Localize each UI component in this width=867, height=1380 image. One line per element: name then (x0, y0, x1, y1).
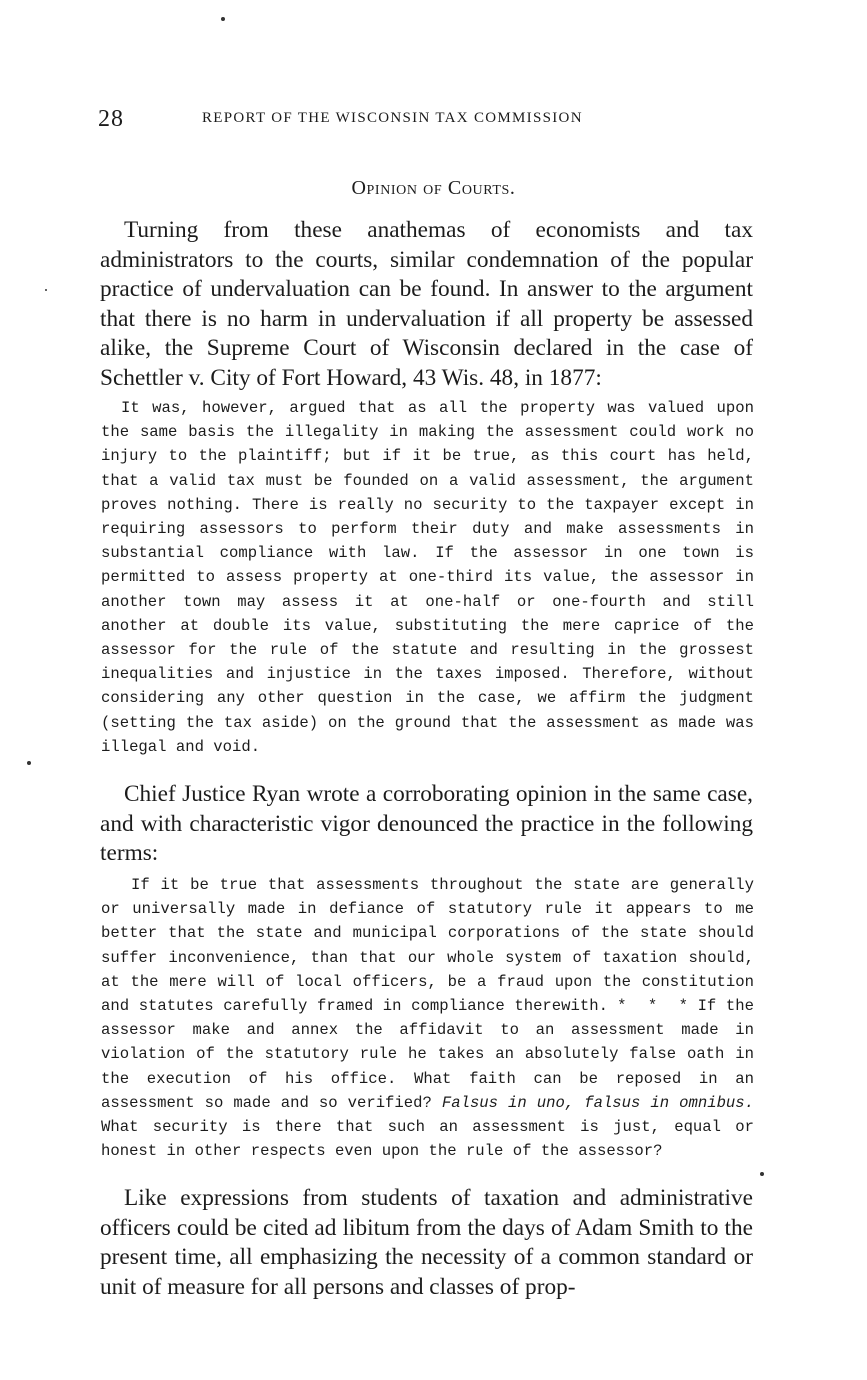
scan-speck (760, 1172, 764, 1176)
quote-ryan-part1: If it be true that assessments throughout the state are generally or universally made in defiance of statutory rule it appears to me better that the state and municipal corporations of the state should suffer inconvenience, than that our whole system of taxation should, at the mere will of local officers, be a fraud upon the constitution and statutes carefully framed in compliance therewith. (101, 876, 754, 1016)
block-quote-ryan (101, 873, 754, 1163)
quote-ryan-part3: What security is there that such an assessment is just, equal or honest in other respects even upon the rule of the assessor? (101, 1118, 754, 1161)
scan-speck (27, 761, 31, 765)
paragraph-ryan-text: Chief Justice Ryan wrote a corroborating opinion in the same case, and with characteristic vigor denounced the practice in the following terms: (100, 781, 753, 867)
paragraph-intro-text: Turning from these anathemas of economists and tax administrators to the courts, similar condemnation of the popular practice of undervaluation can be found. In answer to the argument that there is no harm in undervaluation if all property be assessed alike, the Supreme Court of Wisconsin declared in the case of Schettler v. City of Fort Howard, 43 Wis. 48, in 1877: (100, 217, 753, 391)
paragraph-conclusion (100, 1184, 753, 1302)
scan-speck (221, 17, 225, 21)
paragraph-intro (100, 216, 753, 394)
section-title: Opinion of Courts. (351, 177, 516, 199)
running-title: REPORT OF THE WISCONSIN TAX COMMISSION (202, 110, 583, 126)
block-quote-court (101, 396, 754, 759)
block-quote-court-text: It was, however, argued that as all the property was valued upon the same basis the illegality in making the assessment could work no injury to the plaintiff; but if it be true, as this court has held, that a valid tax must be founded on a valid assessment, the argument proves nothing. There is really no security to the taxpayer except in requiring assessors to perform their duty and make assessments in substantial compliance with law. If the assessor in one town is permitted to assess property at one-third its value, the assessor in another town may assess it at one-half or one-fourth and still another at double its value, substituting the mere caprice of the assessor for the rule of the statute and resulting in the grossest inequalities and injustice in the taxes imposed. Therefore, without considering any other question in the case, we affirm the judgment (setting the tax aside) on the ground that the assessment as made was illegal and void. (101, 399, 754, 756)
paragraph-ryan (100, 780, 753, 869)
quote-asterisks: * * * (617, 997, 688, 1016)
page-number: 28 (98, 106, 124, 132)
quote-ryan-part2: If the assessor make and annex the affidavit to an assessment made in violation of the statutory rule he takes an absolutely false oath in the execution of his office. What faith can be reposed in an assessment so made and so verified? (101, 997, 754, 1112)
latin-maxim: Falsus in uno, falsus in omnibus. (441, 1093, 754, 1112)
paragraph-conclusion-text: Like expressions from students of taxation and administrative officers could be cited ad libitum from the days of Adam Smith to the present time, all emphasizing the necessity of a common standard or unit of measure for all persons and classes of prop- (100, 1185, 753, 1300)
scan-speck (45, 289, 47, 291)
page-header (98, 104, 758, 138)
